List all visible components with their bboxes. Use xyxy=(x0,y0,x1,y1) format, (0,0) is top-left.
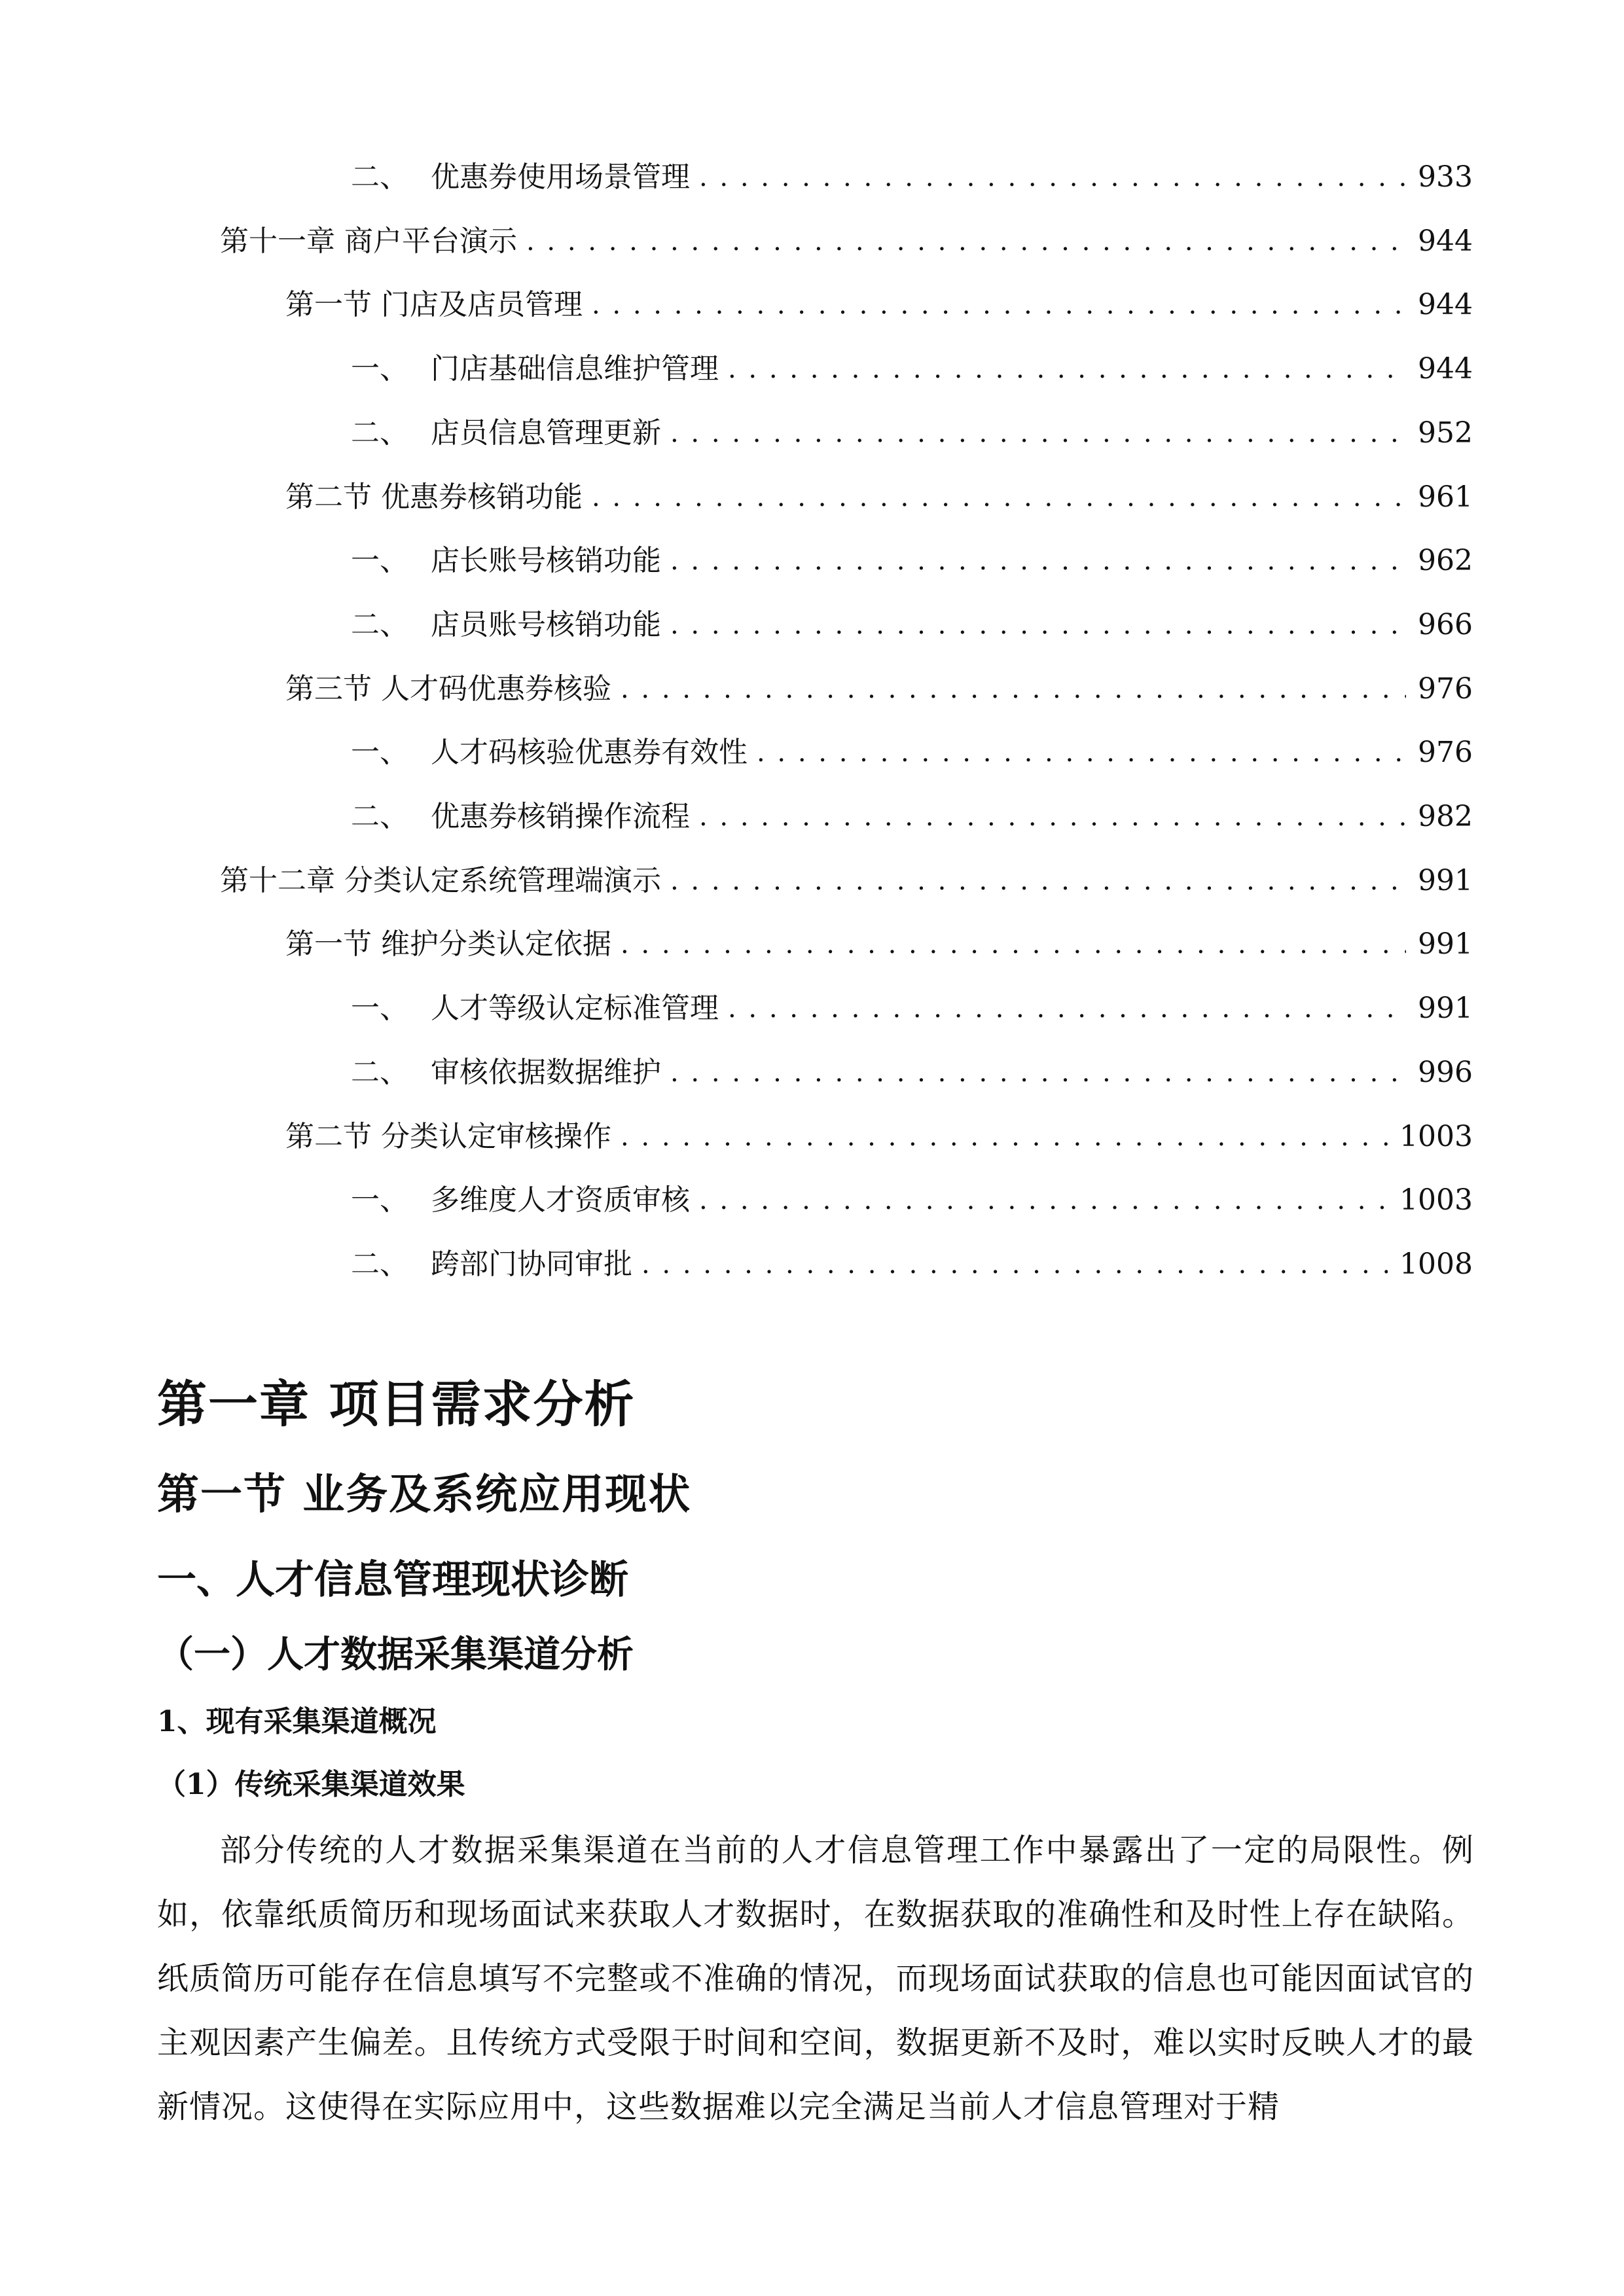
toc-page-number: 944 xyxy=(1418,288,1473,322)
toc-entry[interactable] xyxy=(220,849,1473,913)
toc-dot-leader xyxy=(670,529,1406,593)
toc-entry[interactable] xyxy=(285,657,1473,721)
toc-entry-title: 跨部门协同审批 xyxy=(431,1247,632,1281)
toc-dot-leader xyxy=(670,593,1406,657)
toc-entry[interactable] xyxy=(351,401,1473,465)
toc-entry-title: 第十一章 商户平台演示 xyxy=(220,224,517,258)
toc-entry-title: 第二节 分类认定审核操作 xyxy=(285,1119,611,1153)
toc-dot-leader xyxy=(699,145,1406,209)
toc-entry-title: 店员账号核销功能 xyxy=(431,607,661,641)
toc-entry-title: 优惠券使用场景管理 xyxy=(431,160,690,194)
toc-entry[interactable] xyxy=(351,1168,1473,1232)
subsection-title: 一、人才信息管理现状诊断 xyxy=(157,1557,628,1603)
toc-entry-title: 门店基础信息维护管理 xyxy=(431,352,719,386)
toc-entry-number: 一、 xyxy=(351,352,408,386)
toc-entry[interactable] xyxy=(285,1105,1473,1169)
toc-page-number: 976 xyxy=(1418,672,1473,706)
toc-entry-title: 第十二章 分类认定系统管理端演示 xyxy=(220,863,661,897)
toc-entry[interactable] xyxy=(351,1041,1473,1105)
toc-dot-leader xyxy=(592,465,1406,529)
item-heading: 1、现有采集渠道概况 xyxy=(157,1705,437,1738)
toc-entry-number: 二、 xyxy=(351,607,408,641)
toc-page-number: 976 xyxy=(1418,736,1473,770)
toc-dot-leader xyxy=(699,785,1406,849)
toc-entry-number: 一、 xyxy=(351,1183,408,1217)
toc-dot-leader xyxy=(728,337,1406,401)
toc-dot-leader xyxy=(670,1041,1406,1105)
toc-entry-number: 二、 xyxy=(351,1055,408,1089)
toc-entry[interactable] xyxy=(285,465,1473,529)
toc-page-number: 1003 xyxy=(1399,1183,1473,1217)
toc-entry-title: 第一节 门店及店员管理 xyxy=(285,288,583,322)
toc-page-number: 966 xyxy=(1418,607,1473,641)
toc-page-number: 1008 xyxy=(1399,1247,1473,1281)
toc-entry-title: 优惠券核销操作流程 xyxy=(431,800,690,833)
subsubsection-title: （一）人才数据采集渠道分析 xyxy=(157,1633,634,1676)
toc-dot-leader xyxy=(757,721,1406,785)
toc-page-number: 944 xyxy=(1418,352,1473,386)
toc-entry-title: 第三节 人才码优惠券核验 xyxy=(285,672,611,706)
toc-entry-number: 一、 xyxy=(351,736,408,770)
toc-dot-leader xyxy=(621,912,1406,977)
toc-entry-number: 一、 xyxy=(351,992,408,1026)
toc-page-number: 944 xyxy=(1418,224,1473,258)
toc-entry-title: 人才等级认定标准管理 xyxy=(431,992,719,1026)
subitem-heading: （1）传统采集渠道效果 xyxy=(157,1768,465,1801)
toc-dot-leader xyxy=(641,1232,1388,1297)
section-title: 第一节 业务及系统应用现状 xyxy=(157,1470,692,1519)
toc-dot-leader xyxy=(526,209,1406,274)
toc-entry[interactable] xyxy=(351,529,1473,593)
toc-entry-number: 二、 xyxy=(351,160,408,194)
toc-entry[interactable] xyxy=(351,1232,1473,1297)
toc-entry[interactable] xyxy=(285,273,1473,337)
toc-page-number: 991 xyxy=(1418,992,1473,1026)
toc-page-number: 961 xyxy=(1418,480,1473,514)
toc-entry-title: 人才码核验优惠券有效性 xyxy=(431,736,748,770)
toc-page-number: 991 xyxy=(1418,927,1473,961)
toc-entry-title: 第二节 优惠券核销功能 xyxy=(285,480,583,514)
toc-entry-number: 二、 xyxy=(351,1247,408,1281)
body-paragraph: 部分传统的人才数据采集渠道在当前的人才信息管理工作中暴露出了一定的局限性。例如，依靠纸质简历和现场面试来获取人才数据时，在数据获取的准确性和及时性上存在缺陷。纸质简历可能存在信息填写不完整或不准确的情况，而现场面试获取的信息也可能因面试官的主观因素产生偏差。且传统方式受限于时间和空间，数据更新不及时，难以实时反映人才的最新情况。这使得在实际应用中，这些数据难以完全满足当前人才信息管理对于精 xyxy=(157,1832,1474,2125)
toc-entry-title: 审核依据数据维护 xyxy=(431,1055,661,1089)
toc-entry-title: 店长账号核销功能 xyxy=(431,544,661,578)
toc-dot-leader xyxy=(728,977,1406,1041)
toc-page-number: 996 xyxy=(1418,1055,1473,1089)
toc-page-number: 982 xyxy=(1418,800,1473,833)
toc-dot-leader xyxy=(592,273,1406,337)
toc-page-number: 952 xyxy=(1418,416,1473,450)
toc-entry[interactable] xyxy=(351,785,1473,849)
toc-dot-leader xyxy=(699,1168,1388,1232)
toc-dot-leader xyxy=(621,1105,1388,1169)
chapter-title: 第一章 项目需求分析 xyxy=(157,1375,636,1433)
toc-entry-number: 一、 xyxy=(351,544,408,578)
toc-page-number: 991 xyxy=(1418,863,1473,897)
toc-entry[interactable] xyxy=(351,977,1473,1041)
toc-entry-title: 店员信息管理更新 xyxy=(431,416,661,450)
toc-page-number: 933 xyxy=(1418,160,1473,194)
toc-dot-leader xyxy=(621,657,1406,721)
toc-entry-title: 多维度人才资质审核 xyxy=(431,1183,690,1217)
toc-dot-leader xyxy=(670,849,1406,913)
toc-entry[interactable] xyxy=(351,337,1473,401)
toc-entry-number: 二、 xyxy=(351,800,408,833)
toc-entry[interactable] xyxy=(351,721,1473,785)
toc-entry-number: 二、 xyxy=(351,416,408,450)
toc-page-number: 962 xyxy=(1418,544,1473,578)
toc-entry-title: 第一节 维护分类认定依据 xyxy=(285,927,611,961)
toc-entry[interactable] xyxy=(351,593,1473,657)
toc-page-number: 1003 xyxy=(1399,1119,1473,1153)
toc-dot-leader xyxy=(670,401,1406,465)
toc-entry[interactable] xyxy=(285,912,1473,977)
toc-entry[interactable] xyxy=(351,145,1473,209)
toc-entry[interactable] xyxy=(220,209,1473,274)
